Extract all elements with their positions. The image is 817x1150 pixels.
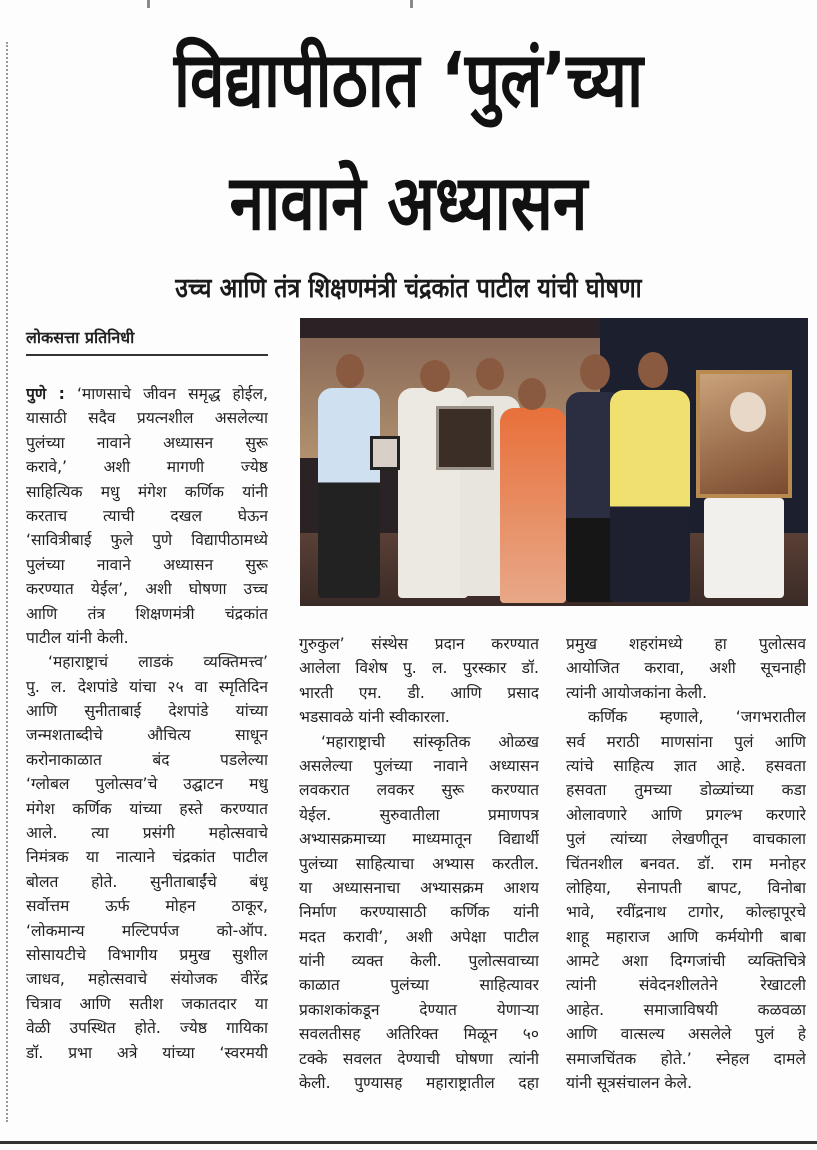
text-line: साहित्यिक मधु मंगेश कर्णिक यांनी	[26, 482, 268, 501]
text-line: आयोजित करावा, अशी सूचनाही	[566, 659, 806, 678]
crop-mark	[147, 0, 150, 8]
text-line: यासाठी सदैव प्रयत्नशील असलेल्या	[26, 409, 268, 428]
text-line: पाटील यांनी केली.	[26, 628, 129, 647]
text-line: जाधव, महोत्सवाचे संयोजक वीरेंद्र	[26, 970, 268, 989]
text-line: भडसावळे यांनी स्वीकारला.	[299, 708, 450, 727]
text-line: लोहिया, सेनापती बापट, विनोबा	[566, 878, 806, 897]
column-divider-dotted	[6, 42, 8, 1122]
text-line: या अध्यासनाचा अभ्यासक्रम आशय	[299, 878, 539, 897]
text-line: यांनी व्यक्त केली. पुलोत्सवाच्या	[299, 952, 539, 971]
text-line: आणि वात्सल्य असलेले पुलं हे	[566, 1025, 806, 1044]
person-2-head	[420, 360, 450, 392]
article-column-2	[299, 632, 539, 1095]
article-column-1	[26, 382, 268, 1065]
text-line: पुलंच्या नावाने अध्यासन सुरू	[26, 433, 268, 452]
text-line: करण्यात येईल’, अशी घोषणा उच्च	[26, 580, 268, 599]
text-line: शाहू महाराज आणि कर्मयोगी बाबा	[566, 927, 806, 946]
person-6-head	[638, 352, 668, 388]
text-line: हसवता तुमच्या डोळ्यांच्या कडा	[566, 781, 806, 800]
text-line: प्रमुख शहरांमध्ये हा पुलोत्सव	[566, 635, 806, 653]
page-bottom-rule	[0, 1141, 817, 1144]
text-line: प्रकाशकांकडून देण्यात येणाऱ्या	[299, 1000, 539, 1019]
text-line: सर्व मराठी माणसांना पुलं आणि	[566, 732, 806, 751]
text-line: निमंत्रक या नात्याने चंद्रकांत पाटील	[26, 848, 268, 867]
text-line: पु. ल. देशपांडे यांचा २५ वा स्मृतिदिन	[26, 677, 268, 696]
article-column-3	[566, 632, 806, 1095]
text-fragment: ‘माणसाचे जीवन समृद्ध होईल,	[76, 385, 268, 403]
portrait-face	[730, 392, 766, 432]
text-line: सर्वोत्तम ऊर्फ मोहन ठाकूर,	[26, 897, 268, 916]
text-line: कर्णिक म्हणाले, ‘जगभरातील	[588, 708, 806, 727]
text-line: ‘सावित्रीबाई फुले पुणे विद्यापीठामध्ये	[26, 531, 268, 550]
text-line: ‘ग्लोबल पुलोत्सव’चे उद्घाटन मधु	[26, 775, 268, 794]
text-line: आहेत. समाजाविषयी कळवळा	[566, 1000, 806, 1019]
text-line: पुलंच्या साहित्याचा अभ्यास करतील.	[299, 854, 539, 873]
dateline: पुणे :	[26, 385, 65, 403]
text-line: सवलतीसह अतिरिक्त मिळून ५०	[299, 1025, 539, 1044]
text-line: असलेल्या पुलंच्या नावाने अध्यासन	[299, 756, 539, 775]
text-line: लवकरात लवकर सुरू करण्यात	[299, 781, 539, 800]
headline-line-1: विद्यापीठात ‘पुलं’च्या	[173, 35, 644, 124]
text-line: मंगेश कर्णिक यांच्या हस्ते करण्यात	[26, 799, 268, 818]
text-line: चिंतनशील बनवत. डॉ. राम मनोहर	[566, 854, 806, 873]
garlanded-portrait	[696, 370, 792, 498]
text-line: करावे,’ अशी मागणी ज्येष्ठ	[26, 458, 268, 477]
text-line: वेळी उपस्थित होते. ज्येष्ठ गायिका	[26, 1019, 268, 1038]
text-line: करताच त्याची दखल घेऊन	[26, 506, 268, 525]
text-line: अभ्यासक्रमाच्या माध्यमातून विद्यार्थी	[299, 830, 539, 849]
person-5-head	[580, 354, 610, 390]
byline-divider	[26, 354, 268, 356]
text-line: मदत करावी’, अशी अपेक्षा पाटील	[299, 927, 539, 946]
award-plaque	[436, 406, 494, 470]
text-line: जन्मशताब्दीचे औचित्य साधून	[26, 726, 268, 745]
text-line: त्यांनी आयोजकांना केली.	[566, 683, 708, 702]
text-line: बोलत होते. सुनीताबाईंचे बंधू	[26, 872, 268, 891]
person-1-head	[336, 354, 364, 388]
text-line: डॉ. प्रभा अत्रे यांच्या ‘स्वरमयी	[26, 1043, 268, 1062]
text-line: सोसायटीचे विभागीय प्रमुख सुशील	[26, 945, 268, 964]
text-line: यांनी सूत्रसंचालन केले.	[566, 1074, 693, 1093]
text-line: ओलावणारे आणि प्रगल्भ करणारे	[566, 805, 806, 824]
text-line: त्यांनी संवेदनशीलतेने रेखाटली	[566, 976, 806, 995]
text-line: भावे, रवींद्रनाथ टागोर, कोल्हापूरचे	[566, 903, 806, 922]
text-line: निर्माण करण्यासाठी कर्णिक यांनी	[299, 903, 539, 922]
text-line: ‘महाराष्ट्राचं लाडकं व्यक्तिमत्त्व’	[48, 653, 268, 672]
crop-mark	[410, 0, 413, 8]
text-line: चित्राव आणि सतीश जकातदार या	[26, 994, 268, 1013]
subheadline: उच्च आणि तंत्र शिक्षणमंत्री चंद्रकांत पाटील यांची घोषणा	[175, 273, 642, 304]
byline: लोकसत्ता प्रतिनिधी	[26, 328, 135, 347]
text-line: पुलंच्या नावाने अध्यासन सुरू	[26, 555, 268, 574]
award-frame-small	[370, 436, 400, 470]
text-line: आलेला विशेष पु. ल. पुरस्कार डॉ.	[299, 659, 539, 678]
text-line: भारती एम. डी. आणि प्रसाद	[299, 683, 539, 702]
text-line: केली. पुण्यासह महाराष्ट्रातील दहा	[299, 1074, 539, 1093]
text-line: टक्के सवलत देण्याची घोषणा त्यांनी	[299, 1049, 539, 1068]
text-line: आणि तंत्र शिक्षणमंत्री चंद्रकांत	[26, 604, 268, 623]
text-line: काळात पुलंच्या साहित्यावर	[299, 976, 539, 995]
person-1	[318, 388, 380, 598]
text-line: त्यांचे साहित्य ज्ञात आहे. हसवता	[566, 756, 806, 775]
text-line: करोनाकाळात बंद पडलेल्या	[26, 750, 268, 769]
portrait-stand	[704, 498, 784, 598]
person-4-head	[518, 378, 546, 410]
text-line: पुलं त्यांच्या लेखणीतून वाचकाला	[566, 830, 806, 849]
text-line: ‘महाराष्ट्राची सांस्कृतिक ओळख	[321, 732, 539, 751]
text-line: आमटे अशा दिग्गजांची व्यक्तिचित्रे	[566, 952, 806, 971]
text-line	[26, 382, 268, 406]
text-line: येईल. सुरुवातीला प्रमाणपत्र	[299, 805, 539, 824]
text-line: आणि सुनीताबाई देशपांडे यांच्या	[26, 702, 268, 721]
person-4	[500, 408, 566, 603]
text-line: ‘लोकमान्य मल्टिपर्पज को-ऑप.	[26, 921, 268, 940]
text-line: आले. त्या प्रसंगी महोत्सवाचे	[26, 824, 268, 843]
text-line: गुरुकुल’ संस्थेस प्रदान करण्यात	[299, 635, 539, 653]
article-photo	[300, 318, 808, 606]
person-3-head	[476, 358, 504, 390]
text-line: समाजचिंतक होते.’ स्नेहल दामले	[566, 1049, 806, 1068]
person-6	[610, 390, 690, 602]
headline-line-2: नावाने अध्यासन	[229, 158, 588, 247]
